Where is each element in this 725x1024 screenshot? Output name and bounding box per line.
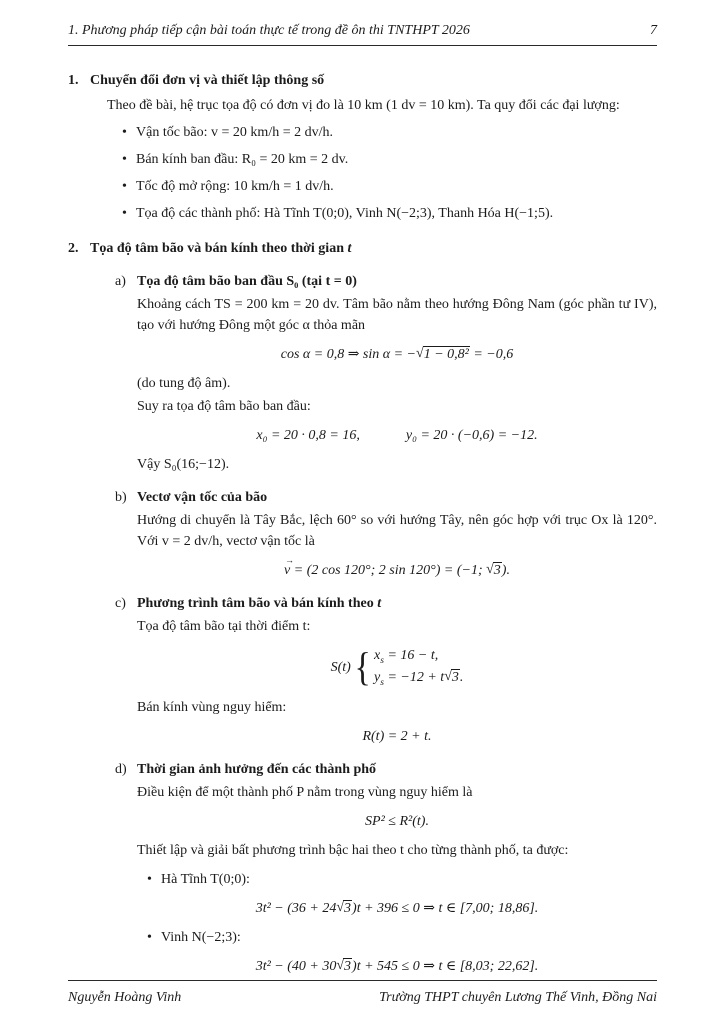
formula-segment: = −0,6 [469,347,514,362]
paragraph: (do tung độ âm). [137,376,231,391]
formula-segment: )t + 545 ≤ 0 ⇒ t ∈ [8,03; 22,62]. [352,959,539,974]
formula-cos-alpha [137,344,657,365]
section-2-number: 2. [68,241,79,256]
subsection-d [107,759,657,977]
sqrt-icon: √ [336,900,345,915]
subsection-d-label: d) [115,762,127,777]
formula-segment: )t + 396 ≤ 0 ⇒ t ∈ [7,00; 18,86]. [352,901,539,916]
sqrt-icon: √ [444,669,452,684]
section-1-body [107,95,657,224]
subsection-b-title: Vectơ vận tốc của bão [137,490,268,505]
sqrt-icon: √ [486,562,494,577]
section-2-title-text: Tọa độ tâm bão và bán kính theo thời gian [90,241,348,256]
system-lines [374,645,463,689]
system-lhs: S(t) [330,659,351,675]
city-label: Hà Tĩnh T(0;0): [161,872,250,887]
list-item-text: Vận tốc bão: v = 20 km/h = 2 dv/h. [136,125,333,140]
subscript: s [380,677,384,688]
bullet-icon: • [122,206,127,221]
radicand: 3 [451,670,459,685]
list-item-city [137,927,657,948]
formula-danger-condition: SP² ≤ R²(t). [365,814,429,829]
subsection-c-label: c) [115,596,126,611]
bullet-icon: • [122,125,127,140]
formula-segment: cos α = 0,8 ⇒ sin α = − [280,347,417,362]
radicand: 1 − 0,8² [423,347,469,362]
formula-segment: = 16 − t, [383,648,439,663]
formula-segment: . [459,670,464,685]
bullet-icon: • [122,152,127,167]
document-body [0,46,725,977]
formula-segment: = −12 + t [383,670,445,685]
sqrt-icon: √ [416,346,424,361]
subsection-a-label: a) [115,274,126,289]
formula-ha-tinh [137,898,657,919]
subsection-c-title [137,593,657,614]
subsection-a-title: Tọa độ tâm bão ban đầu S₀ (tại t = 0) [137,274,357,289]
formula-segment: y₀ = 20 · (−0,6) = −12. [405,428,538,443]
running-header-title: 1. Phương pháp tiếp cận bài toán thực tế trong đề ôn thi TNTHPT 2026 [68,23,470,38]
subsection-c-title-text: Phương trình tâm bão và bán kính theo [137,596,378,611]
formula-storm-center-system [137,645,657,689]
list-item [107,122,657,143]
subsection-a [107,271,657,475]
formula-segment: x [374,648,381,663]
system-brace: { [354,644,371,689]
footer-author: Nguyễn Hoàng Vinh [68,990,182,1005]
city-label: Vinh N(−2;3): [161,930,241,945]
paragraph: Vậy S₀(16;−12). [137,457,230,472]
paragraph: Điều kiện để một thành phố P nằm trong vùng nguy hiểm là [137,785,473,800]
bullet-icon: • [147,872,152,887]
paragraph: Tọa độ tâm bão tại thời điểm t: [137,619,311,634]
section-1 [68,70,657,224]
system-line-1 [374,645,463,667]
formula-segment: ). [501,563,510,578]
radicand: 3 [344,959,352,974]
section-1-title: Chuyển đổi đơn vị và thiết lập thông số [90,73,325,88]
paragraph: Bán kính vùng nguy hiểm: [137,700,287,715]
section-2-title [90,238,351,259]
list-item-text: Tọa độ các thành phố: Hà Tĩnh T(0;0), Vinh N(−2;3), Thanh Hóa H(−1;5). [136,206,554,221]
system-line-2 [374,667,463,689]
section-2-heading [68,238,657,259]
vector-v [284,555,295,581]
subsection-c [107,593,657,747]
list-item-text: Bán kính ban đầu: R₀ = 20 km = 2 dv. [136,152,349,167]
formula-velocity-vector [137,555,657,581]
formula-segment: = (2 cos 120°; 2 sin 120°) = (−1; [290,563,487,578]
section-2-title-math: t [347,241,352,256]
section-1-heading [68,70,657,91]
section-1-number: 1. [68,73,79,88]
paragraph: Suy ra tọa độ tâm bão ban đầu: [137,399,311,414]
subscript: s [380,655,384,666]
list-item-text: Tốc độ mở rộng: 10 km/h = 1 dv/h. [136,179,334,194]
formula-initial-coordinates [137,425,657,446]
subsection-b [107,487,657,581]
vector-arrow-icon: → [285,555,295,565]
section-2-body [107,271,657,977]
running-header [68,0,657,46]
page-number: 7 [650,23,657,38]
bullet-icon: • [147,930,152,945]
list-item [107,149,657,170]
vector-base: v [284,563,291,578]
paragraph: Thiết lập và giải bất phương trình bậc hai theo t cho từng thành phố, ta được: [137,843,569,858]
formula-segment: 3t² − (36 + 24 [255,901,337,916]
subsection-d-title: Thời gian ảnh hưởng đến các thành phố [137,762,377,777]
subsection-b-label: b) [115,490,127,505]
footer-affiliation: Trường THPT chuyên Lương Thế Vinh, Đồng Nai [379,990,657,1005]
list-item [107,203,657,224]
list-item [107,176,657,197]
radicand: 3 [493,563,501,578]
paragraph: Khoảng cách TS = 200 km = 20 dv. Tâm bão nằm theo hướng Đông Nam (góc phần tư IV), tạo với hướng Đông một góc α thỏa mãn [137,297,657,333]
paragraph: Hướng di chuyển là Tây Bắc, lệch 60° so với hướng Tây, nên góc hợp với trục Ox là 120°. Với v = 2 dv/h, vectơ vận tốc là [137,513,657,549]
sqrt-icon: √ [336,958,345,973]
page-footer [68,980,657,1008]
subsection-c-title-math: t [377,596,382,611]
list-item-city [137,869,657,890]
formula-segment: x₀ = 20 · 0,8 = 16, [256,428,360,443]
formula-vinh [137,956,657,977]
section-1-intro: Theo đề bài, hệ trục tọa độ có đơn vị đo là 10 km (1 dv = 10 km). Ta quy đổi các đại lượng: [107,98,620,113]
formula-radius: R(t) = 2 + t. [362,729,432,744]
formula-segment: 3t² − (40 + 30 [255,959,337,974]
bullet-icon: • [122,179,127,194]
section-2 [68,238,657,977]
formula-segment: y [374,670,381,685]
radicand: 3 [344,901,352,916]
